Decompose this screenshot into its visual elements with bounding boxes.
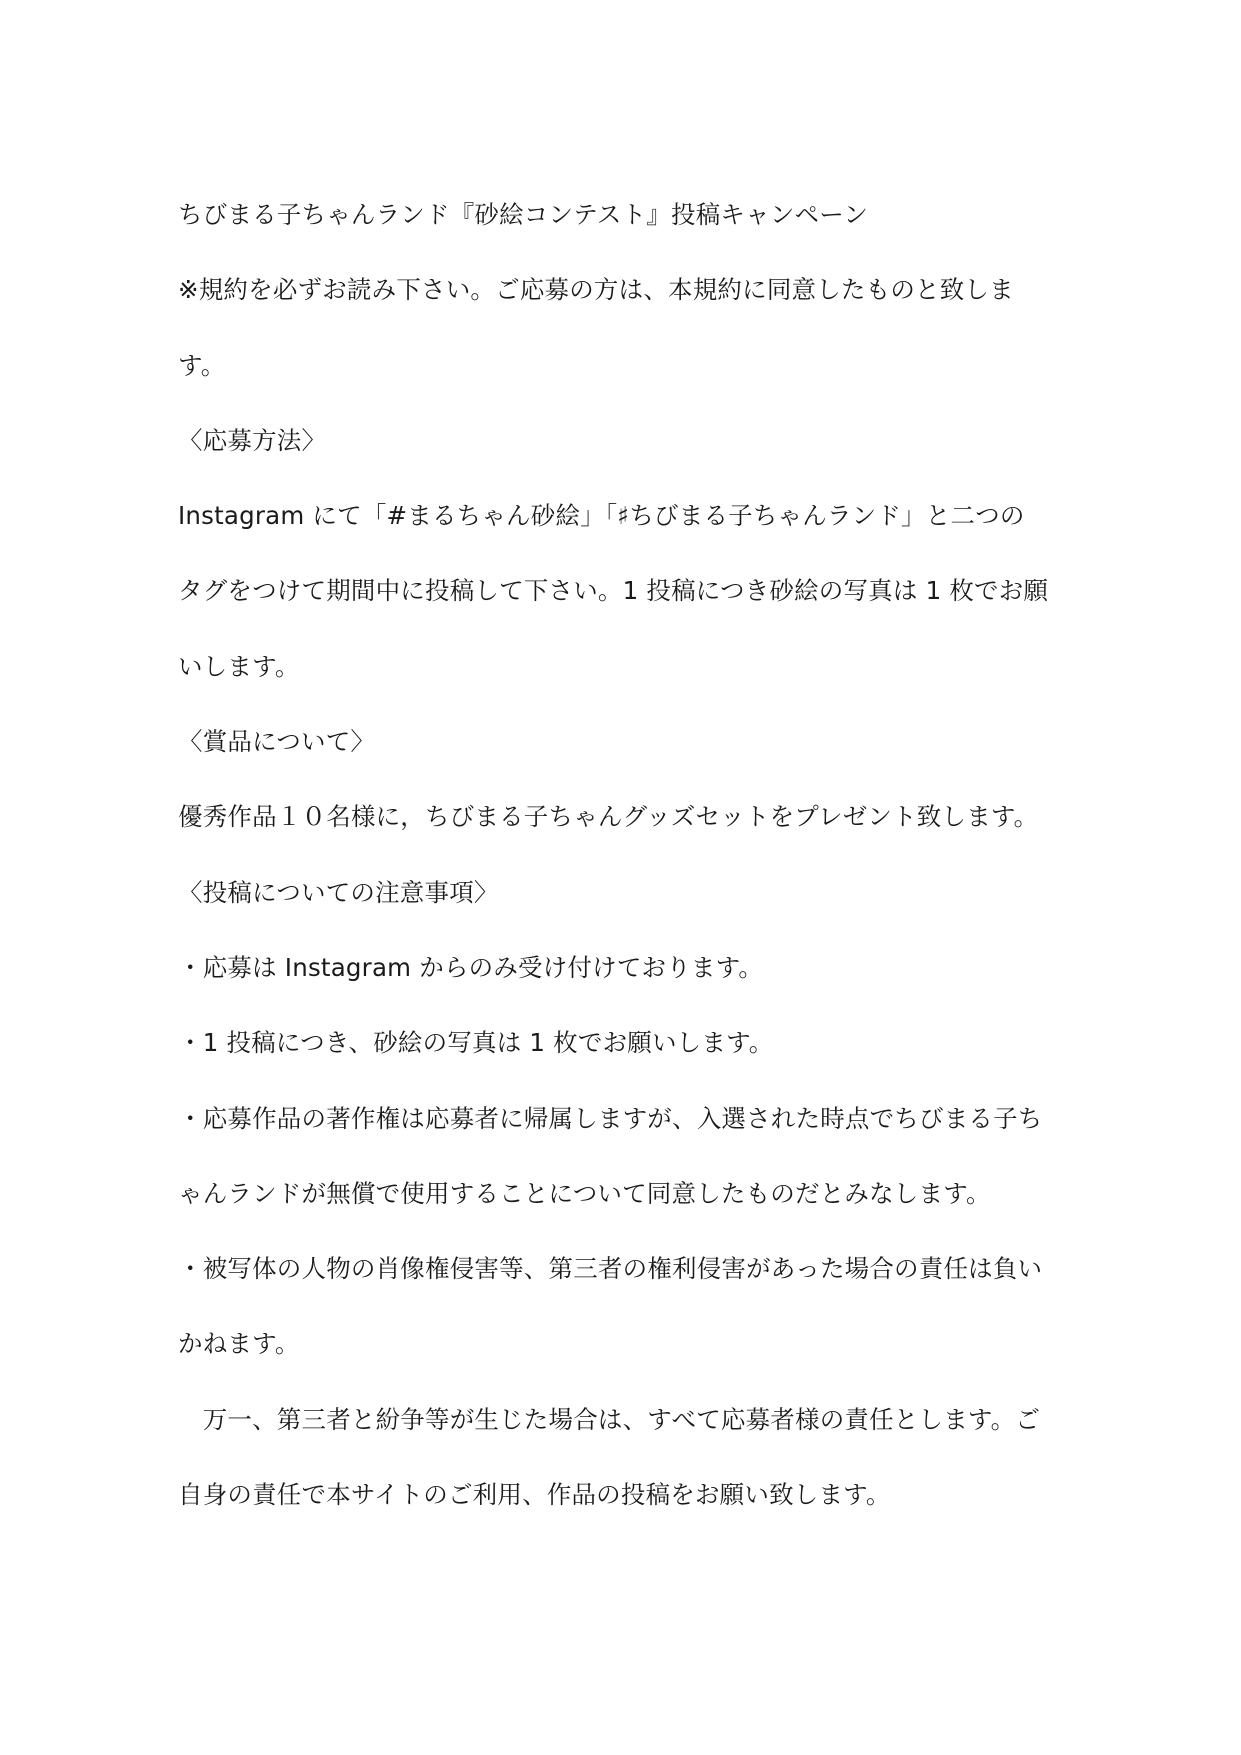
section-heading-how-to-apply: 〈応募方法〉	[178, 425, 327, 455]
notes-item: ・応募作品の著作権は応募者に帰属しますが、入選された時点でちびまる子ち	[178, 1103, 1043, 1133]
notes-item: ・被写体の人物の肖像権侵害等、第三者の権利侵害があった場合の責任は負い	[178, 1254, 1043, 1284]
how-to-apply-line: タグをつけて期間中に投稿して下さい。1 投稿につき砂絵の写真は 1 枚でお願	[178, 576, 1049, 606]
terms-notice-line: す。	[178, 350, 226, 380]
notes-item: 自身の責任で本サイトのご利用、作品の投稿をお願い致します。	[178, 1480, 891, 1510]
section-heading-prizes: 〈賞品について〉	[178, 727, 376, 757]
notes-item: 万一、第三者と紛争等が生じた場合は、すべて応募者様の責任とします。ご	[178, 1404, 1041, 1434]
notes-item: ゃんランドが無償で使用することについて同意したものだとみなします。	[178, 1178, 991, 1208]
notes-item: かねます。	[178, 1329, 300, 1359]
campaign-title: ちびまる子ちゃんランド『砂絵コンテスト』投稿キャンペーン	[178, 200, 869, 229]
how-to-apply-line: いします。	[178, 651, 300, 681]
section-heading-notes: 〈投稿についての注意事項〉	[178, 877, 499, 907]
terms-notice-line: ※規約を必ずお読み下さい。ご応募の方は、本規約に同意したものと致しま	[178, 275, 1014, 305]
notes-item: ・応募は Instagram からのみ受け付けております。	[178, 952, 764, 982]
notes-item: ・1 投稿につき、砂絵の写真は 1 枚でお願いします。	[178, 1028, 774, 1058]
how-to-apply-line: Instagram にて「#まるちゃん砂絵」「♯ちびまる子ちゃんランド」と二つの	[178, 501, 1025, 531]
prizes-line: 優秀作品１０名様に，ちびまる子ちゃんグッズセットをプレゼント致します。	[178, 802, 1039, 832]
document-body	[178, 197, 1078, 1552]
